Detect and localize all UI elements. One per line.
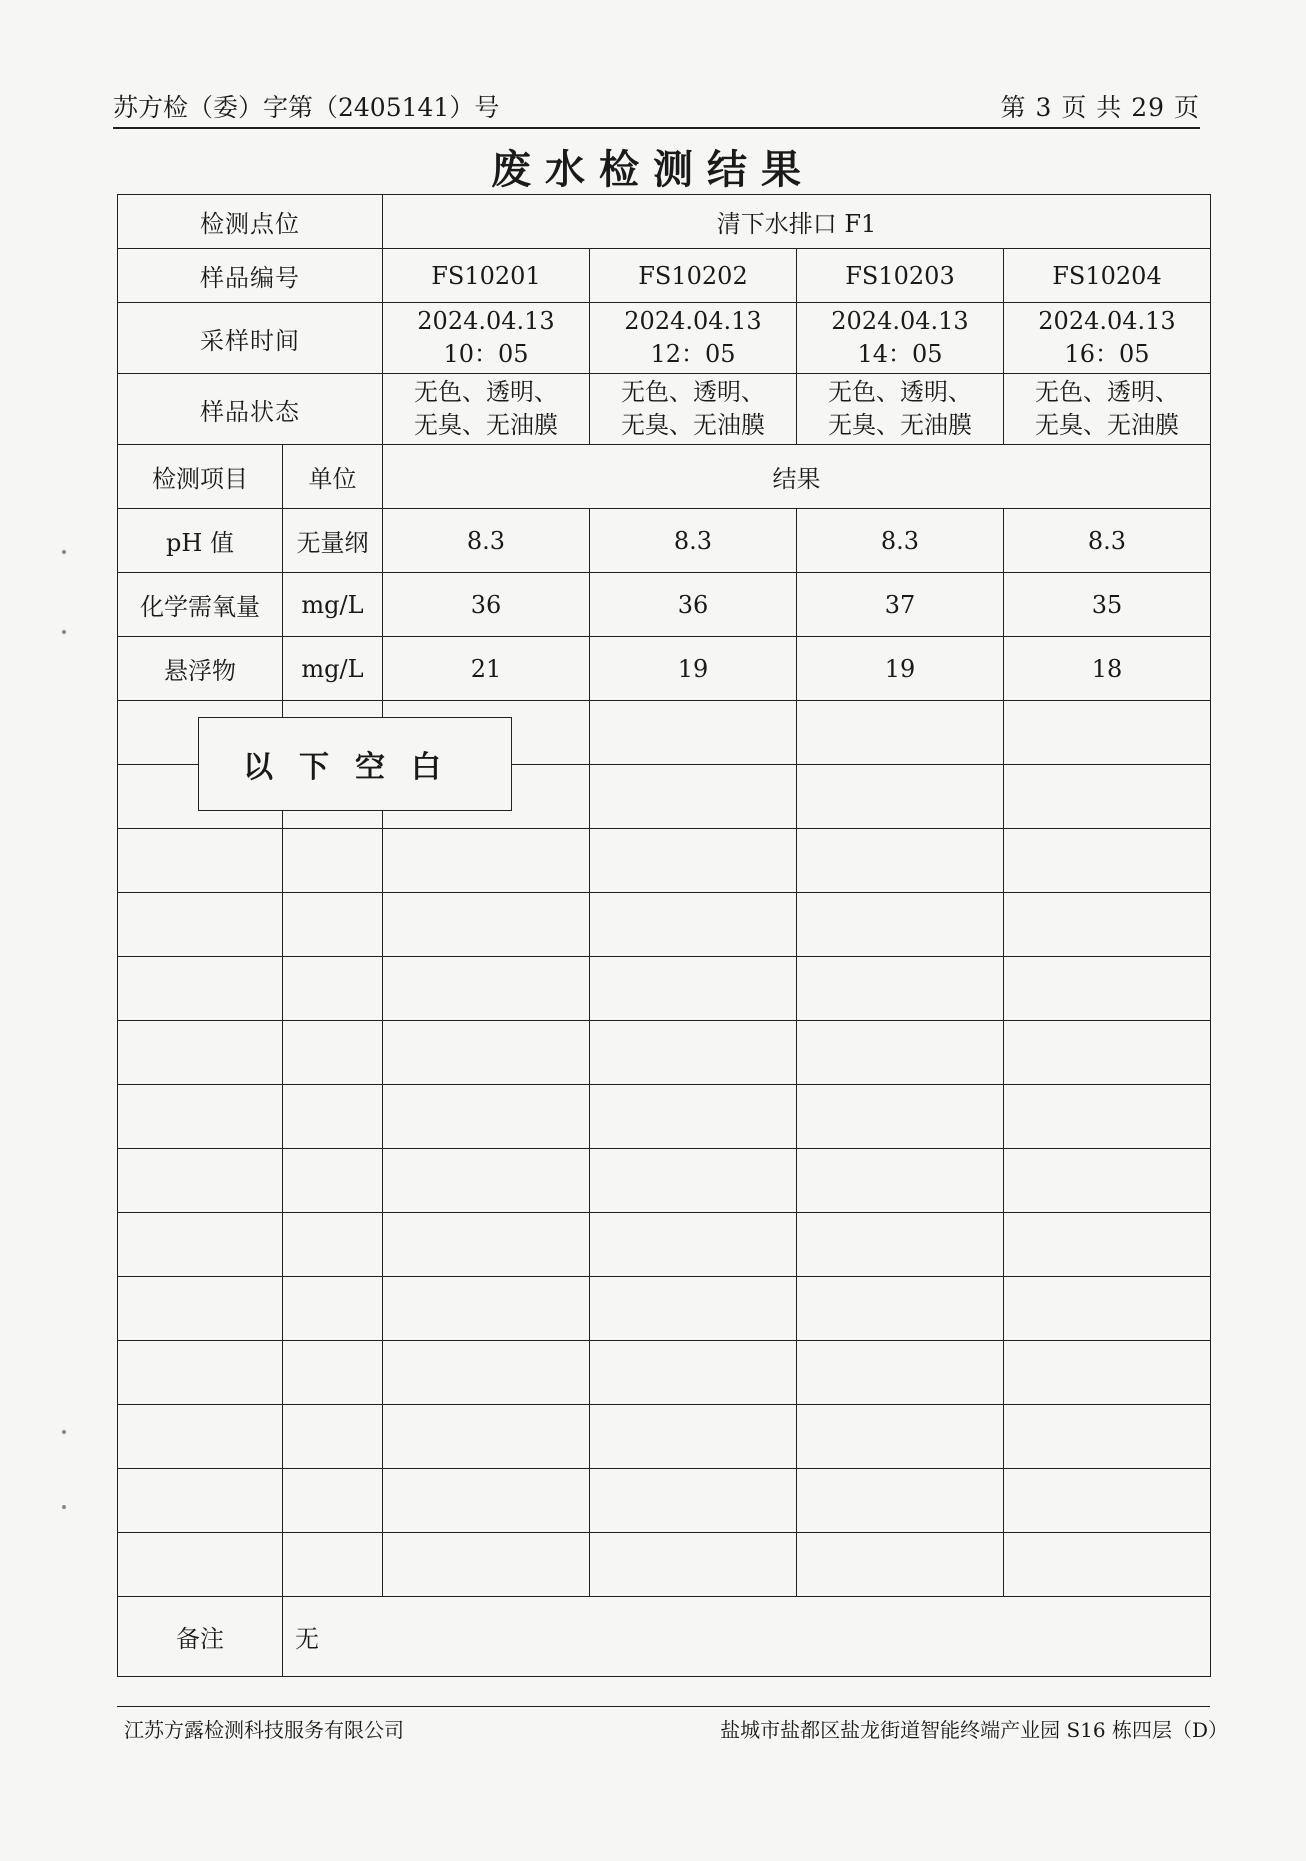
binding-hole-mark <box>62 630 66 634</box>
sample-date: 2024.04.13 <box>1038 307 1176 335</box>
item-name: 悬浮物 <box>118 637 283 701</box>
sample-state-line: 无臭、无油膜 <box>621 411 765 439</box>
table-row-sample-no <box>118 249 1211 303</box>
note-value: 无 <box>283 1597 1211 1677</box>
header-divider <box>113 127 1200 129</box>
result-value: 36 <box>383 573 590 637</box>
company-name: 江苏方露检测科技服务有限公司 <box>124 1718 404 1742</box>
empty-row <box>118 893 1211 957</box>
sample-clock: 14：05 <box>857 340 943 368</box>
result-value: 18 <box>1004 637 1211 701</box>
sample-state-line: 无色、透明、 <box>621 378 765 406</box>
item-unit: mg/L <box>283 637 383 701</box>
sample-date: 2024.04.13 <box>417 307 555 335</box>
empty-row <box>118 1021 1211 1085</box>
result-value: 36 <box>590 573 797 637</box>
binding-hole-mark <box>62 550 66 554</box>
result-value: 21 <box>383 637 590 701</box>
unit-header: 单位 <box>283 445 383 509</box>
result-value: 19 <box>797 637 1004 701</box>
item-unit: mg/L <box>283 573 383 637</box>
sample-state-cell <box>590 374 797 445</box>
result-value: 37 <box>797 573 1004 637</box>
empty-row <box>118 1405 1211 1469</box>
table-row-sample-state <box>118 374 1211 445</box>
table-row <box>118 509 1211 573</box>
empty-row <box>118 957 1211 1021</box>
page-indicator: 第 3 页 共 29 页 <box>1000 93 1200 122</box>
company-address: 盐城市盐都区盐龙街道智能终端产业园 S16 栋四层（D） <box>720 1718 1228 1742</box>
point-value: 清下水排口 F1 <box>383 195 1211 249</box>
empty-row <box>118 1469 1211 1533</box>
sample-clock: 12：05 <box>650 340 736 368</box>
item-name: 化学需氧量 <box>118 573 283 637</box>
table-row-note <box>118 1597 1211 1677</box>
result-value: 8.3 <box>590 509 797 573</box>
footer-divider <box>117 1706 1210 1707</box>
sample-clock: 10：05 <box>443 340 529 368</box>
sample-no-cell: FS10201 <box>383 249 590 303</box>
point-label: 检测点位 <box>118 195 383 249</box>
table-header-row <box>118 445 1211 509</box>
sample-no-label: 样品编号 <box>118 249 383 303</box>
empty-row <box>118 1277 1211 1341</box>
table-row-sample-time <box>118 303 1211 374</box>
sample-state-cell <box>1004 374 1211 445</box>
sample-state-line: 无臭、无油膜 <box>1035 411 1179 439</box>
empty-row <box>118 1341 1211 1405</box>
empty-row <box>118 1085 1211 1149</box>
blank-below-stamp: 以下空白 <box>198 717 512 811</box>
table-row-point <box>118 195 1211 249</box>
sample-time-cell <box>383 303 590 374</box>
sample-state-cell <box>797 374 1004 445</box>
item-header: 检测项目 <box>118 445 283 509</box>
table-row <box>118 573 1211 637</box>
sample-state-line: 无臭、无油膜 <box>828 411 972 439</box>
sample-time-cell <box>590 303 797 374</box>
sample-no-cell: FS10203 <box>797 249 1004 303</box>
sample-time-cell <box>1004 303 1211 374</box>
page-title: 废水检测结果 <box>491 146 815 193</box>
sample-state-line: 无色、透明、 <box>414 378 558 406</box>
sample-no-cell: FS10202 <box>590 249 797 303</box>
sample-state-line: 无色、透明、 <box>828 378 972 406</box>
binding-hole-mark <box>62 1505 66 1509</box>
sample-state-line: 无色、透明、 <box>1035 378 1179 406</box>
note-label: 备注 <box>118 1597 283 1677</box>
binding-hole-mark <box>62 1430 66 1434</box>
results-table <box>117 194 1211 1677</box>
sample-time-cell <box>797 303 1004 374</box>
empty-row <box>118 1149 1211 1213</box>
table-row <box>118 637 1211 701</box>
result-value: 8.3 <box>797 509 1004 573</box>
sample-time-label: 采样时间 <box>118 303 383 374</box>
sample-state-label: 样品状态 <box>118 374 383 445</box>
result-header: 结果 <box>383 445 1211 509</box>
sample-state-cell <box>383 374 590 445</box>
sample-state-line: 无臭、无油膜 <box>414 411 558 439</box>
report-number: 苏方检（委）字第（2405141）号 <box>113 93 500 122</box>
result-value: 8.3 <box>383 509 590 573</box>
empty-row <box>118 1213 1211 1277</box>
sample-date: 2024.04.13 <box>624 307 762 335</box>
item-name: pH 值 <box>118 509 283 573</box>
sample-no-cell: FS10204 <box>1004 249 1211 303</box>
sample-clock: 16：05 <box>1064 340 1150 368</box>
item-unit: 无量纲 <box>283 509 383 573</box>
result-value: 35 <box>1004 573 1211 637</box>
result-value: 19 <box>590 637 797 701</box>
empty-row <box>118 829 1211 893</box>
empty-row <box>118 1533 1211 1597</box>
sample-date: 2024.04.13 <box>831 307 969 335</box>
result-value: 8.3 <box>1004 509 1211 573</box>
